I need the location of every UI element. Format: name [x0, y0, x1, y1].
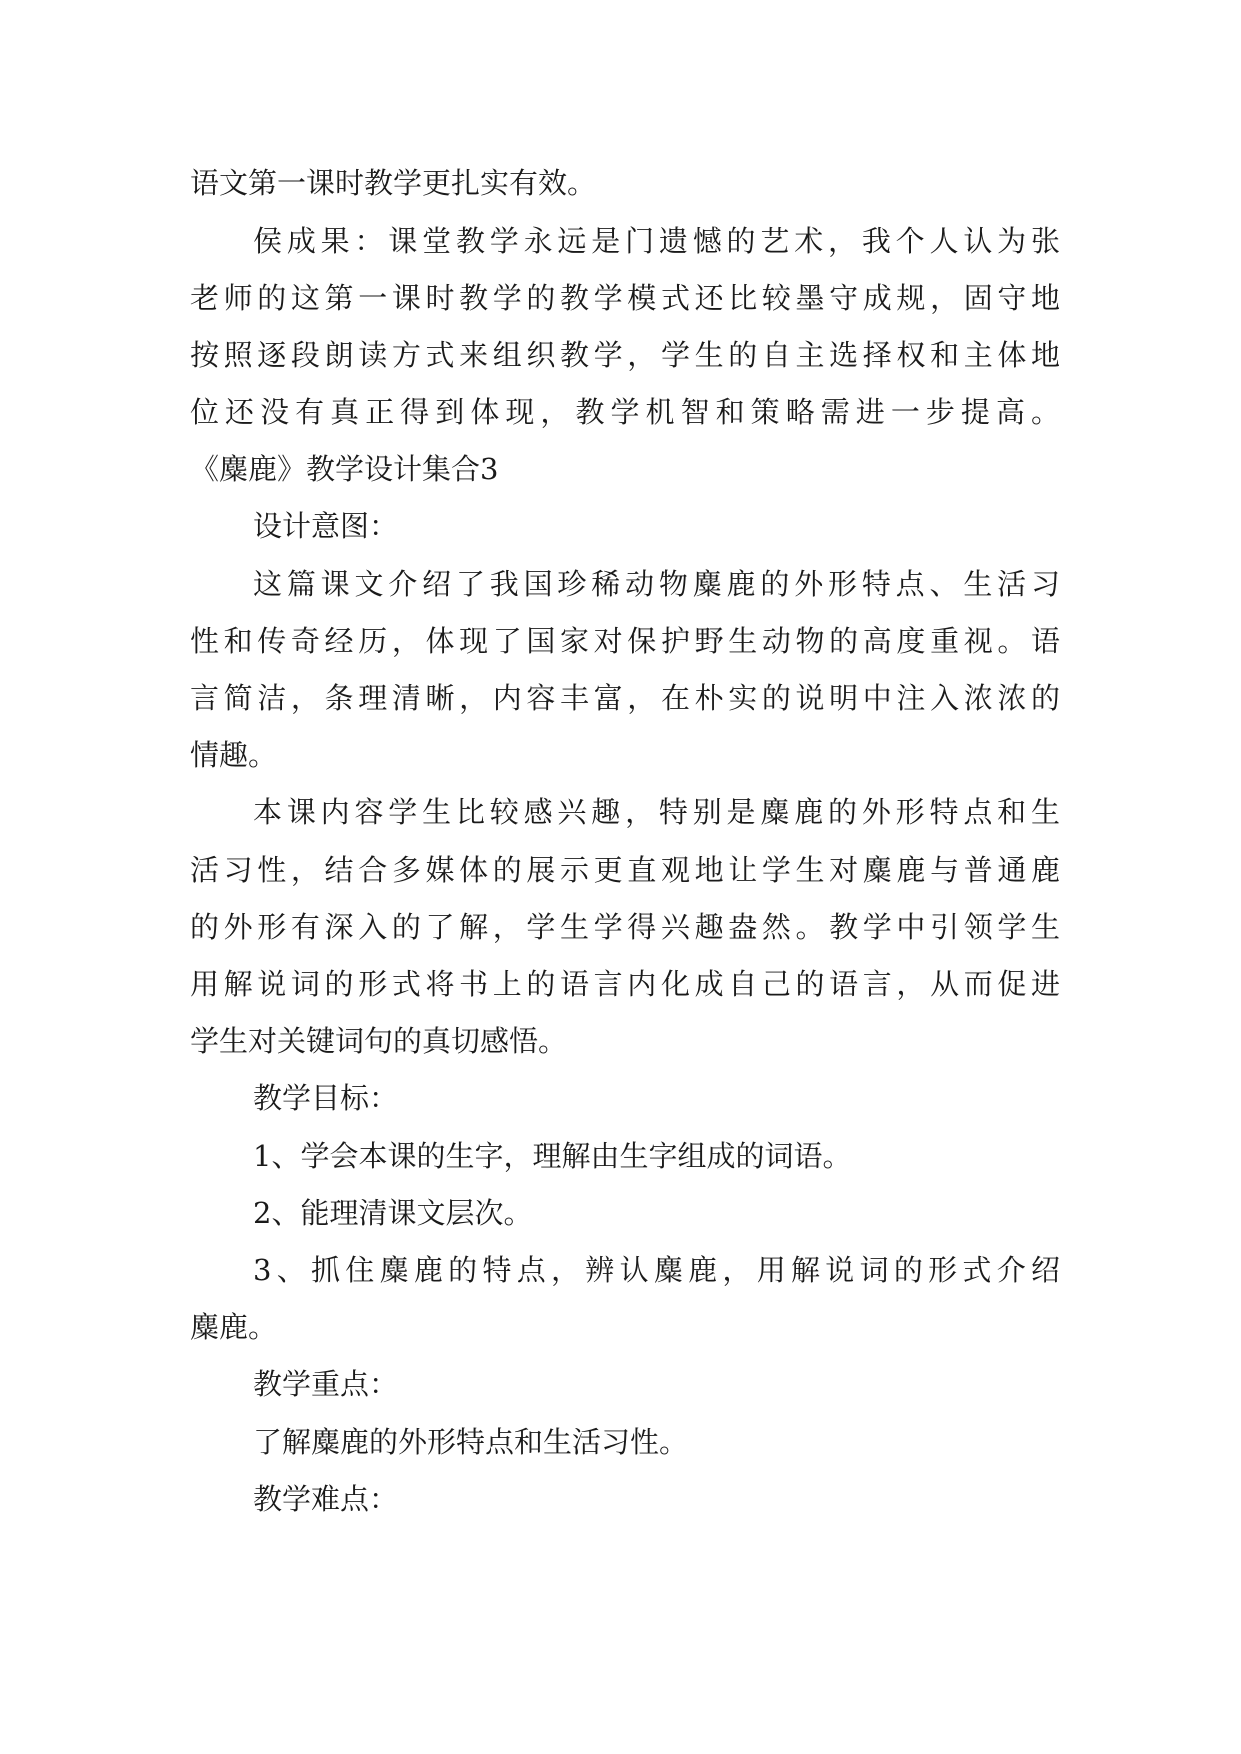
text-line: 教学难点： — [253, 1482, 399, 1516]
text-line: 言简洁，条理清晰，内容丰富，在朴实的说明中注入浓浓的 — [190, 681, 1060, 715]
section-heading: 《麋鹿》教学设计集合3 — [190, 452, 499, 486]
text-line: 学生对关键词句的真切感悟。 — [190, 1024, 568, 1058]
text-line: 用解说词的形式将书上的语言内化成自己的语言，从而促进 — [190, 967, 1060, 1001]
text-line: 了解麋鹿的外形特点和生活习性。 — [253, 1425, 689, 1459]
text-line: 设计意图： — [253, 509, 399, 543]
text-line: 这篇课文介绍了我国珍稀动物麋鹿的外形特点、生活习 — [253, 567, 1060, 601]
text-line: 活习性，结合多媒体的展示更直观地让学生对麋鹿与普通鹿 — [190, 853, 1060, 887]
text-line: 的外形有深入的了解，学生学得兴趣盎然。教学中引领学生 — [190, 910, 1060, 944]
text-line: 本课内容学生比较感兴趣，特别是麋鹿的外形特点和生 — [253, 795, 1060, 829]
text-line: 老师的这第一课时教学的教学模式还比较墨守成规，固守地 — [190, 281, 1060, 315]
text-line: 2、能理清课文层次。 — [253, 1196, 533, 1230]
text-line: 1、学会本课的生字，理解由生字组成的词语。 — [253, 1139, 852, 1173]
text-line: 3、抓住麋鹿的特点，辨认麋鹿，用解说词的形式介绍 — [253, 1253, 1060, 1287]
text-line: 语文第一课时教学更扎实有效。 — [190, 166, 597, 200]
text-line: 位还没有真正得到体现，教学机智和策略需进一步提高。 — [190, 395, 1060, 429]
text-line: 教学目标： — [253, 1081, 399, 1115]
text-line: 性和传奇经历，体现了国家对保护野生动物的高度重视。语 — [190, 624, 1060, 658]
text-line: 教学重点： — [253, 1367, 399, 1401]
text-line: 按照逐段朗读方式来组织教学，学生的自主选择权和主体地 — [190, 338, 1060, 372]
text-line: 情趣。 — [190, 738, 278, 772]
text-line: 麋鹿。 — [190, 1310, 278, 1344]
text-line: 侯成果：课堂教学永远是门遗憾的艺术，我个人认为张 — [253, 224, 1060, 258]
